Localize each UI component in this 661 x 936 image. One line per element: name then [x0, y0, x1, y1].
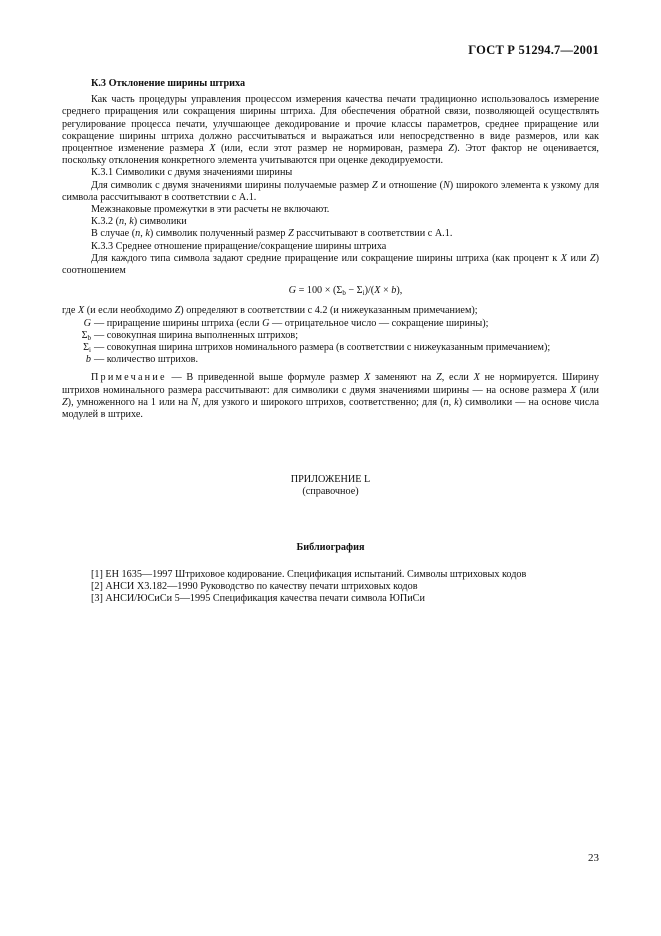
standard-header: ГОСТ Р 51294.7—2001: [468, 43, 599, 57]
definition-item: Σi — совокупная ширина штрихов номинального размера (в соответствии с нижеуказанным примечанием);: [83, 342, 551, 355]
appendix-heading: [62, 474, 599, 498]
bibliography-title: Библиография: [296, 541, 365, 553]
bibliography-item: [3] АНСИ/ЮСиСи 5—1995 Спецификация качества печати символа ЮПиСи: [91, 593, 425, 605]
page-number: 23: [588, 852, 599, 864]
section-k3-title: К.3 Отклонение ширины штриха: [91, 78, 246, 89]
bar-width-formula: G = 100 × (Σb − Σi)/(X × b),: [288, 285, 403, 298]
note-paragraph: Примечание — В приведенной выше формуле размер X заменяют на Z, если X не нормируется. Ширину штрихов номинального размера рассчитывают: для символики с двумя значениями ширины — на основе размера X (или Z), умноженного на 1 или на N, для узкого и широкого штрихов, соответственно; для (n, k) символики — на основе числа модулей в штрихе.: [62, 372, 600, 421]
bibliography-item: [1] ЕН 1635—1997 Штриховое кодирование. Спецификация испытаний. Символы штриховых кодов: [91, 568, 527, 580]
appendix-subtitle: (справочное): [302, 486, 359, 498]
k32-heading: К.3.2 (n, k) символики: [91, 216, 187, 228]
definition-item: Σb — совокупная ширина выполненных штрихов;: [81, 329, 299, 342]
where-clause: где X (и если необходимо Z) определяют в соответствии с 4.2 (и нижеуказанным примечанием);: [62, 305, 478, 317]
k31-exclusion: Межзнаковые промежутки в эти расчеты не включают.: [91, 204, 330, 216]
k33-paragraph: Для каждого типа символа задают средние приращение или сокращение ширины штриха (как процент к X или Z) соотношением: [62, 252, 599, 277]
intro-paragraph: Как часть процедуры управления процессом измерения качества печати традиционно использовалось измерение среднего приращения или сокращения ширины штриха. Для обеспечения обратной связи, позволяющей осуществлять регулирование процесса печати, улучшающее декодирование и прочие классы параметров, среднее приращение или сокращение ширины штриха должно рассчитываться и выражаться или непосредственно в виде размеров, или как процентное изменение размера X (или, если этот размер не нормирован, размера Z). Этот фактор не оценивается, поскольку отклонения конкретного элемента учитываются при оценке декодируемости.: [62, 94, 599, 167]
k31-paragraph: Для символик с двумя значениями ширины получаемые размер Z и отношение (N) широкого элемента к узкому для символа рассчитывают в соответствии с А.1.: [62, 179, 600, 203]
k32-paragraph: В случае (n, k) символик полученный размер Z рассчитывают в соответствии с А.1.: [91, 228, 453, 240]
formula-definitions: [62, 305, 599, 366]
page-content: [62, 78, 599, 606]
k33-heading: К.3.3 Среднее отношение приращение/сокращение ширины штриха: [91, 240, 387, 252]
bibliography-list: [91, 569, 599, 606]
k31-heading: К.3.1 Символики с двумя значениями ширины: [91, 167, 293, 179]
bibliography-item: [2] АНСИ Х3.182—1990 Руководство по качеству печати штриховых кодов: [91, 581, 418, 593]
appendix-title: ПРИЛОЖЕНИЕ L: [290, 474, 371, 486]
definition-item: b — количество штрихов.: [85, 354, 199, 366]
definition-item: G — приращение ширины штриха (если G — отрицательное число — сокращение ширины);: [83, 317, 489, 329]
